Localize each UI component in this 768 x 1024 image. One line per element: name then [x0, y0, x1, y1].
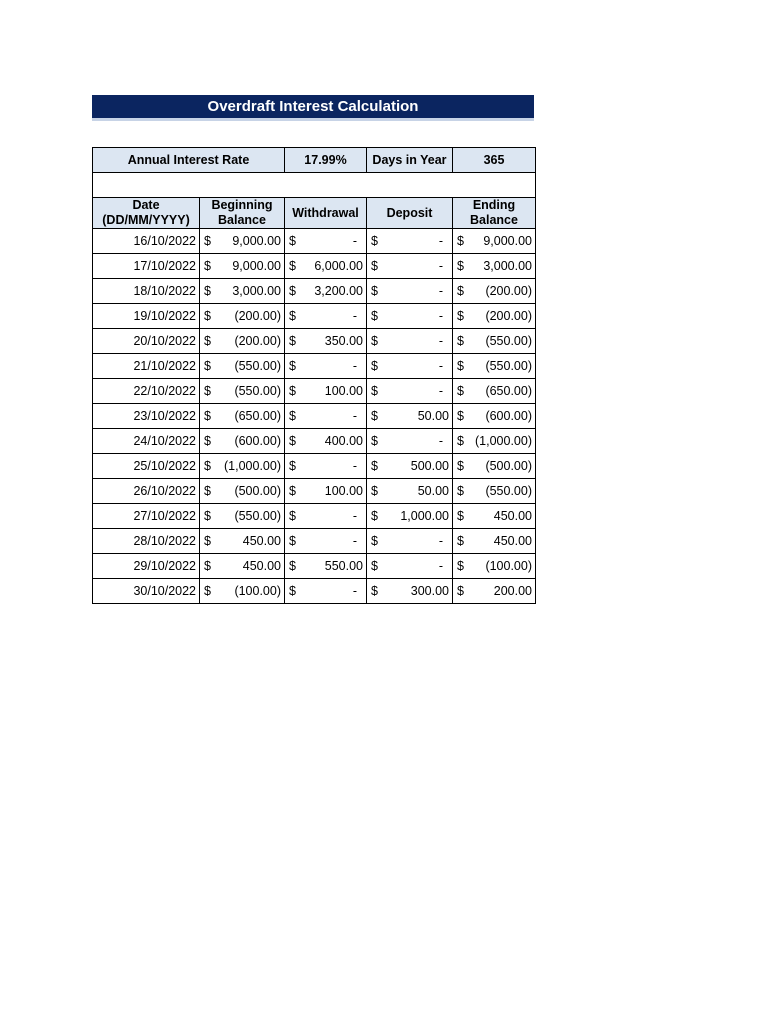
ending-cell[interactable]	[453, 379, 536, 404]
withdrawal-amount: -	[352, 234, 357, 248]
withdrawal-amount: 350.00	[324, 334, 363, 348]
header-label-deposit: Deposit	[386, 205, 433, 220]
table-row	[93, 329, 536, 354]
deposit-cell[interactable]	[367, 329, 453, 354]
interest-info-row	[93, 148, 536, 173]
beginning-cell[interactable]	[200, 479, 285, 504]
withdrawal-cell[interactable]	[285, 454, 367, 479]
deposit-cell[interactable]	[367, 279, 453, 304]
beginning-amount: (100.00)	[234, 584, 281, 598]
withdrawal-amount: 400.00	[324, 434, 363, 448]
beginning-cell[interactable]	[200, 229, 285, 254]
currency-symbol: $	[289, 284, 296, 298]
date-cell[interactable]: 24/10/2022	[93, 429, 200, 454]
beginning-cell[interactable]	[200, 379, 285, 404]
currency-symbol: $	[204, 459, 211, 473]
ending-amount: (200.00)	[485, 309, 532, 323]
table-row	[93, 504, 536, 529]
deposit-cell[interactable]	[367, 304, 453, 329]
beginning-amount: (500.00)	[234, 484, 281, 498]
deposit-amount: -	[438, 259, 443, 273]
spacer-row	[93, 173, 536, 198]
beginning-cell[interactable]	[200, 329, 285, 354]
ending-amount: (550.00)	[485, 484, 532, 498]
deposit-amount: -	[438, 559, 443, 573]
currency-symbol: $	[289, 309, 296, 323]
beginning-amount: (550.00)	[234, 509, 281, 523]
currency-symbol: $	[457, 434, 464, 448]
currency-symbol: $	[457, 259, 464, 273]
ending-amount: 9,000.00	[483, 234, 532, 248]
currency-symbol: $	[289, 334, 296, 348]
currency-symbol: $	[204, 509, 211, 523]
table-row	[93, 454, 536, 479]
annual-interest-rate-label[interactable]: Annual Interest Rate	[93, 148, 285, 173]
withdrawal-amount: 6,000.00	[314, 259, 363, 273]
currency-symbol: $	[289, 259, 296, 273]
currency-symbol: $	[457, 584, 464, 598]
ending-cell[interactable]	[453, 454, 536, 479]
ending-cell[interactable]	[453, 279, 536, 304]
date-cell[interactable]: 25/10/2022	[93, 454, 200, 479]
currency-symbol: $	[371, 359, 378, 373]
currency-symbol: $	[289, 434, 296, 448]
currency-symbol: $	[457, 559, 464, 573]
deposit-amount: 500.00	[410, 459, 449, 473]
currency-symbol: $	[289, 384, 296, 398]
days-in-year-value[interactable]: 365	[453, 148, 536, 173]
deposit-cell[interactable]	[367, 354, 453, 379]
currency-symbol: $	[371, 284, 378, 298]
beginning-cell[interactable]	[200, 454, 285, 479]
beginning-cell[interactable]	[200, 554, 285, 579]
beginning-cell[interactable]	[200, 254, 285, 279]
date-cell[interactable]: 17/10/2022	[93, 254, 200, 279]
withdrawal-cell[interactable]	[285, 329, 367, 354]
withdrawal-cell[interactable]	[285, 379, 367, 404]
currency-symbol: $	[457, 384, 464, 398]
header-beginning-balance[interactable]	[200, 198, 285, 229]
ending-cell[interactable]	[453, 504, 536, 529]
currency-symbol: $	[371, 559, 378, 573]
table-row	[93, 254, 536, 279]
header-deposit[interactable]	[367, 198, 453, 229]
beginning-amount: 3,000.00	[232, 284, 281, 298]
header-label-beginning: Beginning Balance	[211, 198, 273, 227]
table-row	[93, 529, 536, 554]
currency-symbol: $	[457, 409, 464, 423]
currency-symbol: $	[457, 234, 464, 248]
currency-symbol: $	[289, 234, 296, 248]
currency-symbol: $	[289, 484, 296, 498]
table-row	[93, 479, 536, 504]
withdrawal-cell[interactable]	[285, 404, 367, 429]
beginning-cell[interactable]	[200, 279, 285, 304]
date-cell[interactable]: 22/10/2022	[93, 379, 200, 404]
table-row	[93, 354, 536, 379]
withdrawal-cell[interactable]	[285, 254, 367, 279]
deposit-amount: 50.00	[417, 484, 449, 498]
beginning-cell[interactable]	[200, 429, 285, 454]
ending-cell[interactable]	[453, 404, 536, 429]
withdrawal-amount: 3,200.00	[314, 284, 363, 298]
currency-symbol: $	[371, 584, 378, 598]
date-cell[interactable]: 27/10/2022	[93, 504, 200, 529]
deposit-cell[interactable]	[367, 579, 453, 604]
withdrawal-amount: 100.00	[324, 484, 363, 498]
currency-symbol: $	[371, 534, 378, 548]
currency-symbol: $	[289, 359, 296, 373]
deposit-amount: -	[438, 234, 443, 248]
withdrawal-amount: -	[352, 409, 357, 423]
ending-cell[interactable]	[453, 229, 536, 254]
currency-symbol: $	[289, 459, 296, 473]
deposit-amount: -	[438, 434, 443, 448]
withdrawal-cell[interactable]	[285, 479, 367, 504]
currency-symbol: $	[457, 284, 464, 298]
ending-amount: (600.00)	[485, 409, 532, 423]
currency-symbol: $	[289, 559, 296, 573]
withdrawal-cell[interactable]	[285, 579, 367, 604]
ending-amount: (650.00)	[485, 384, 532, 398]
currency-symbol: $	[204, 584, 211, 598]
ending-amount: (1,000.00)	[475, 434, 532, 448]
withdrawal-amount: -	[352, 359, 357, 373]
deposit-cell[interactable]	[367, 379, 453, 404]
currency-symbol: $	[457, 509, 464, 523]
withdrawal-cell[interactable]	[285, 554, 367, 579]
header-withdrawal[interactable]	[285, 198, 367, 229]
beginning-amount: (200.00)	[234, 309, 281, 323]
table-row	[93, 304, 536, 329]
withdrawal-amount: -	[352, 534, 357, 548]
currency-symbol: $	[289, 509, 296, 523]
withdrawal-cell[interactable]	[285, 529, 367, 554]
column-header-row	[93, 198, 536, 229]
currency-symbol: $	[289, 409, 296, 423]
beginning-amount: (650.00)	[234, 409, 281, 423]
ending-amount: 3,000.00	[483, 259, 532, 273]
deposit-cell[interactable]	[367, 504, 453, 529]
currency-symbol: $	[204, 534, 211, 548]
withdrawal-amount: -	[352, 309, 357, 323]
ending-amount: 450.00	[493, 509, 532, 523]
ending-cell[interactable]	[453, 304, 536, 329]
currency-symbol: $	[289, 584, 296, 598]
currency-symbol: $	[457, 459, 464, 473]
date-cell[interactable]: 19/10/2022	[93, 304, 200, 329]
currency-symbol: $	[371, 409, 378, 423]
currency-symbol: $	[371, 384, 378, 398]
deposit-amount: -	[438, 309, 443, 323]
annual-interest-rate-value[interactable]: 17.99%	[285, 148, 367, 173]
currency-symbol: $	[371, 434, 378, 448]
withdrawal-amount: 550.00	[324, 559, 363, 573]
currency-symbol: $	[371, 234, 378, 248]
beginning-cell[interactable]	[200, 579, 285, 604]
currency-symbol: $	[204, 334, 211, 348]
currency-symbol: $	[457, 484, 464, 498]
deposit-cell[interactable]	[367, 404, 453, 429]
date-cell[interactable]: 16/10/2022	[93, 229, 200, 254]
header-date[interactable]	[93, 198, 200, 229]
currency-symbol: $	[371, 259, 378, 273]
deposit-amount: -	[438, 284, 443, 298]
ending-cell[interactable]	[453, 579, 536, 604]
withdrawal-cell[interactable]	[285, 304, 367, 329]
currency-symbol: $	[371, 334, 378, 348]
currency-symbol: $	[204, 284, 211, 298]
ending-amount: (200.00)	[485, 284, 532, 298]
withdrawal-amount: -	[352, 459, 357, 473]
currency-symbol: $	[371, 484, 378, 498]
deposit-amount: -	[438, 334, 443, 348]
currency-symbol: $	[457, 534, 464, 548]
table-row	[93, 379, 536, 404]
deposit-amount: 50.00	[417, 409, 449, 423]
table-row	[93, 404, 536, 429]
deposit-cell[interactable]	[367, 454, 453, 479]
header-ending-balance[interactable]	[453, 198, 536, 229]
beginning-amount: 9,000.00	[232, 234, 281, 248]
ending-cell[interactable]	[453, 329, 536, 354]
table-row	[93, 279, 536, 304]
deposit-amount: -	[438, 534, 443, 548]
currency-symbol: $	[457, 309, 464, 323]
beginning-amount: 9,000.00	[232, 259, 281, 273]
currency-symbol: $	[204, 359, 211, 373]
beginning-amount: (550.00)	[234, 359, 281, 373]
date-cell[interactable]: 18/10/2022	[93, 279, 200, 304]
withdrawal-cell[interactable]	[285, 229, 367, 254]
table-row	[93, 579, 536, 604]
table-row	[93, 429, 536, 454]
ending-amount: (100.00)	[485, 559, 532, 573]
deposit-cell[interactable]	[367, 254, 453, 279]
overdraft-table	[92, 147, 536, 604]
beginning-amount: (1,000.00)	[224, 459, 281, 473]
ending-amount: (500.00)	[485, 459, 532, 473]
ending-cell[interactable]	[453, 529, 536, 554]
ending-cell[interactable]	[453, 354, 536, 379]
withdrawal-cell[interactable]	[285, 429, 367, 454]
currency-symbol: $	[204, 259, 211, 273]
withdrawal-cell[interactable]	[285, 279, 367, 304]
deposit-cell[interactable]	[367, 529, 453, 554]
currency-symbol: $	[289, 534, 296, 548]
currency-symbol: $	[371, 459, 378, 473]
deposit-amount: -	[438, 384, 443, 398]
deposit-cell[interactable]	[367, 229, 453, 254]
table-row	[93, 554, 536, 579]
beginning-amount: (550.00)	[234, 384, 281, 398]
beginning-amount: 450.00	[242, 534, 281, 548]
ending-amount: 450.00	[493, 534, 532, 548]
withdrawal-amount: -	[352, 584, 357, 598]
withdrawal-amount: 100.00	[324, 384, 363, 398]
currency-symbol: $	[204, 559, 211, 573]
withdrawal-cell[interactable]	[285, 504, 367, 529]
date-cell[interactable]: 29/10/2022	[93, 554, 200, 579]
date-cell[interactable]: 30/10/2022	[93, 579, 200, 604]
header-label-date: Date (DD/MM/YYYY)	[102, 198, 190, 227]
currency-symbol: $	[371, 509, 378, 523]
deposit-amount: 1,000.00	[400, 509, 449, 523]
deposit-amount: 300.00	[410, 584, 449, 598]
date-cell[interactable]: 26/10/2022	[93, 479, 200, 504]
date-cell[interactable]: 28/10/2022	[93, 529, 200, 554]
sheet-title: Overdraft Interest Calculation	[92, 95, 534, 121]
table-row	[93, 229, 536, 254]
date-cell[interactable]: 20/10/2022	[93, 329, 200, 354]
ending-amount: (550.00)	[485, 334, 532, 348]
currency-symbol: $	[204, 484, 211, 498]
beginning-cell[interactable]	[200, 354, 285, 379]
deposit-amount: -	[438, 359, 443, 373]
ending-amount: 200.00	[493, 584, 532, 598]
ending-cell[interactable]	[453, 429, 536, 454]
empty-cell[interactable]	[93, 173, 536, 198]
withdrawal-cell[interactable]	[285, 354, 367, 379]
beginning-amount: 450.00	[242, 559, 281, 573]
deposit-cell[interactable]	[367, 429, 453, 454]
header-label-withdrawal: Withdrawal	[292, 205, 359, 220]
ending-cell[interactable]	[453, 479, 536, 504]
currency-symbol: $	[204, 434, 211, 448]
ending-amount: (550.00)	[485, 359, 532, 373]
currency-symbol: $	[204, 384, 211, 398]
beginning-cell[interactable]	[200, 504, 285, 529]
currency-symbol: $	[457, 334, 464, 348]
beginning-amount: (200.00)	[234, 334, 281, 348]
currency-symbol: $	[204, 409, 211, 423]
ending-cell[interactable]	[453, 254, 536, 279]
currency-symbol: $	[371, 309, 378, 323]
beginning-cell[interactable]	[200, 529, 285, 554]
beginning-cell[interactable]	[200, 304, 285, 329]
beginning-amount: (600.00)	[234, 434, 281, 448]
header-label-ending: Ending Balance	[470, 198, 518, 227]
date-cell[interactable]: 21/10/2022	[93, 354, 200, 379]
deposit-cell[interactable]	[367, 554, 453, 579]
currency-symbol: $	[204, 309, 211, 323]
deposit-cell[interactable]	[367, 479, 453, 504]
date-cell[interactable]: 23/10/2022	[93, 404, 200, 429]
withdrawal-amount: -	[352, 509, 357, 523]
ending-cell[interactable]	[453, 554, 536, 579]
days-in-year-label[interactable]: Days in Year	[367, 148, 453, 173]
currency-symbol: $	[457, 359, 464, 373]
beginning-cell[interactable]	[200, 404, 285, 429]
currency-symbol: $	[204, 234, 211, 248]
